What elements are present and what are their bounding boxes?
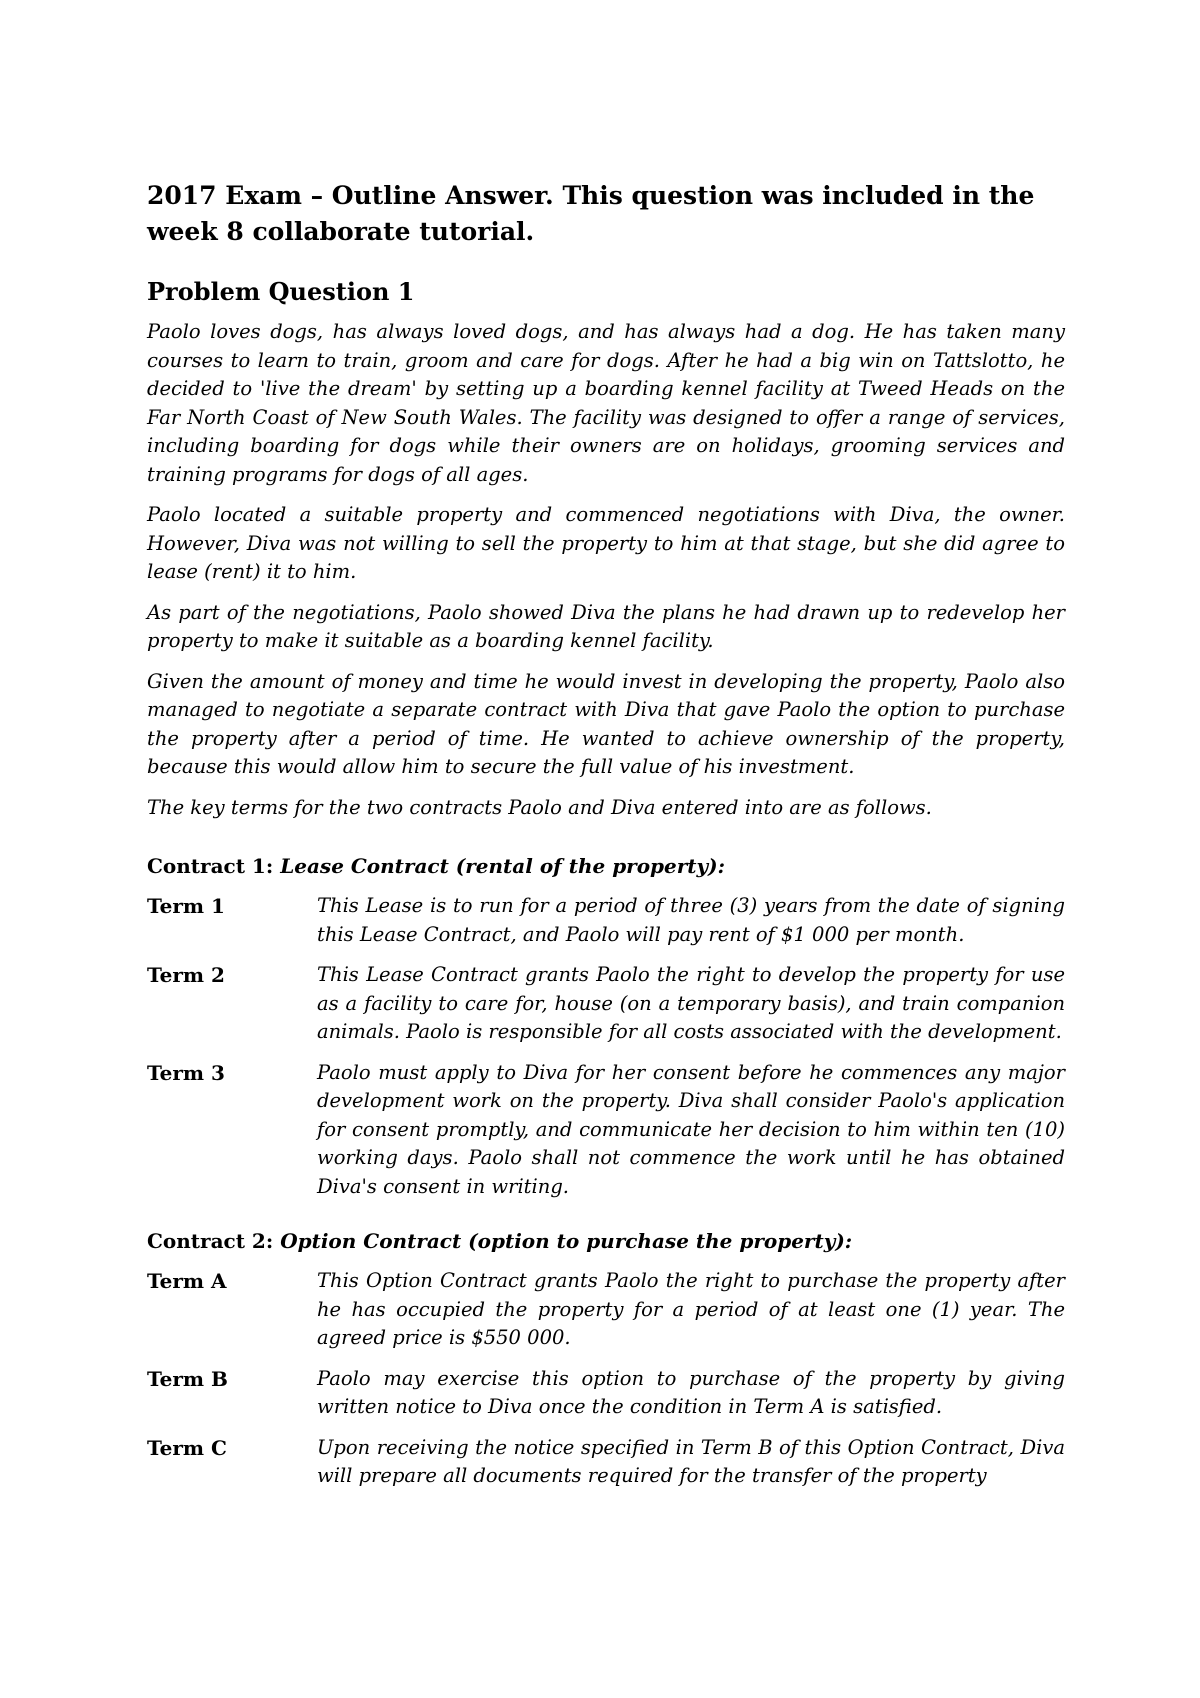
term-text: Paolo may exercise this option to purchase of the property by giving written notice to Diva once the condition in Term A is satisfied. bbox=[317, 1366, 1065, 1418]
term-row bbox=[147, 1059, 1065, 1202]
paragraph: Paolo located a suitable property and commenced negotiations with Diva, the owner. However, Diva was not willing to sell the property to him at that stage, but she did agree to lease (rent) it to him. bbox=[147, 503, 1065, 583]
term-label: Term 2 bbox=[147, 963, 225, 987]
contract-2-name: Option Contract (option to purchase the property): bbox=[280, 1229, 853, 1253]
term-text: This Lease is to run for a period of three (3) years from the date of signing this Lease Contract, and Paolo will pay rent of $1 000 per month. bbox=[317, 894, 1065, 946]
term-text: This Lease Contract grants Paolo the right to develop the property for use as a facility to care for, house (on a temporary basis), and train companion animals. Paolo is responsible for all costs associated with the development. bbox=[317, 963, 1065, 1043]
paragraph: As part of the negotiations, Paolo showed Diva the plans he had drawn up to redevelop her property to make it suitable as a boarding kennel facility. bbox=[147, 600, 1065, 652]
problem-heading: Problem Question 1 bbox=[147, 277, 415, 306]
term-text: Upon receiving the notice specified in Term B of this Option Contract, Diva will prepare all documents required for the transfer of the property bbox=[317, 1435, 1065, 1487]
paragraph: The key terms for the two contracts Paolo and Diva entered into are as follows. bbox=[147, 795, 932, 819]
paragraph: Paolo loves dogs, has always loved dogs, and has always had a dog. He has taken many courses to learn to train, groom and care for dogs. After he had a big win on Tattslotto, he decided to 'live the dream' by setting up a boarding kennel facility at Tweed Heads on the Far North Coast of New South Wales. The facility was designed to offer a range of services, including boarding for dogs while their owners are on holidays, grooming services and training programs for dogs of all ages. bbox=[147, 320, 1065, 486]
term-row bbox=[147, 1434, 1065, 1491]
contract-1-label: Contract 1: bbox=[147, 854, 281, 878]
term-row bbox=[147, 1267, 1065, 1353]
contract-2-section bbox=[147, 1227, 1065, 1491]
term-label: Term 3 bbox=[147, 1060, 225, 1085]
contract-1-section bbox=[147, 852, 1065, 1201]
term-text: This Option Contract grants Paolo the right to purchase the property after he has occupied the property for a period of at least one (1) year. The agreed price is $550 000. bbox=[317, 1269, 1065, 1349]
term-label: Term B bbox=[147, 1366, 228, 1391]
paragraph: Given the amount of money and time he would invest in developing the property, Paolo also managed to negotiate a separate contract with Diva that gave Paolo the option to purchase the property after a period of time. He wanted to achieve ownership of the property, because this would allow him to secure the full value of his investment. bbox=[147, 669, 1065, 778]
term-text: Paolo must apply to Diva for her consent before he commences any major development work on the property. Diva shall consider Paolo's application for consent promptly, and communicate her decision to him within ten (10) working days. Paolo shall not commence the work until he has obtained Diva's consent in writing. bbox=[317, 1060, 1065, 1198]
term-label: Term 1 bbox=[147, 894, 225, 918]
term-row bbox=[147, 1365, 1065, 1422]
term-label: Term A bbox=[147, 1269, 227, 1293]
term-row bbox=[147, 961, 1065, 1047]
contract-2-label: Contract 2: bbox=[147, 1229, 281, 1253]
document-page bbox=[147, 178, 1065, 1517]
contract-1-heading bbox=[147, 852, 1065, 880]
term-row bbox=[147, 892, 1065, 949]
contract-2-heading bbox=[147, 1227, 1065, 1255]
term-label: Term C bbox=[147, 1435, 227, 1460]
contract-1-name: Lease Contract (rental of the property): bbox=[280, 854, 726, 878]
document-title: 2017 Exam – Outline Answer. This question was included in the week 8 collaborate tutorial. bbox=[147, 181, 1035, 246]
